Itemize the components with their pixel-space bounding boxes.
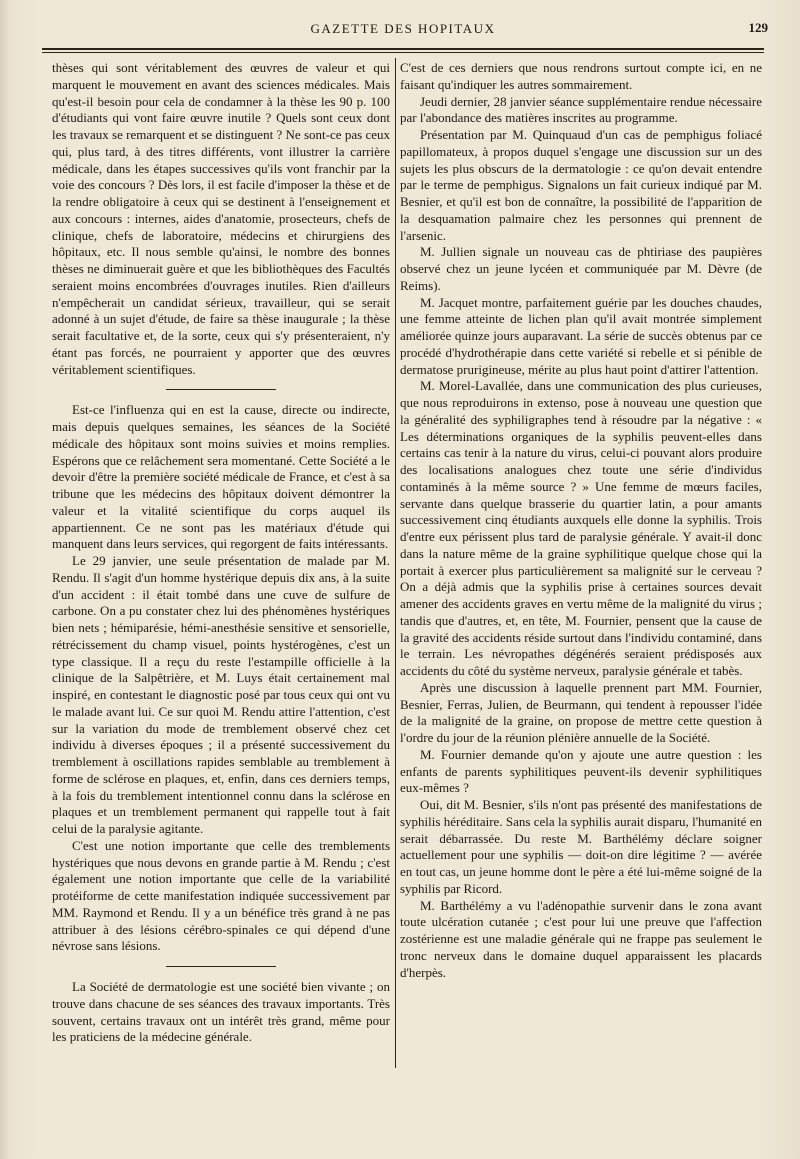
header-rule — [42, 48, 764, 53]
paragraph: Présentation par M. Quinquaud d'un cas de pemphigus foliacé papillomateux, à propos duquel s'engage une discussion sur un des sujets les plus obscurs de la dermatologie : ce qu'on devait entendre par le terme de pemphigus. Signalons un fait curieux indiqué par M. Besnier, et qu'il est bon de connaître, la possibilité de l'apparition de la desquamation palmaire chez les personnes qui prennent de l'arsenic. — [400, 127, 762, 243]
left-column — [52, 60, 390, 1046]
page-number: 129 — [748, 20, 768, 35]
paragraph: Est-ce l'influenza qui en est la cause, directe ou indirecte, mais depuis quelques semaines, les séances de la Société médicale des hôpitaux sont moins suivies et moins remplies. Espérons que ce relâchement sera momentané. Cette Société a le devoir d'être la première société médicale de France, et c'est à sa tribune que les médecins des hôpitaux doivent démontrer la valeur et la vitalité scientifique du corps auquel ils appartiennent. Ce ne sont pas les matériaux d'étude qui manquent dans leurs services, qui regorgent de faits intéressants. — [52, 402, 390, 552]
paragraph: Le 29 janvier, une seule présentation de malade par M. Rendu. Il s'agit d'un homme hystérique depuis dix ans, à la suite d'un accident : il était tombé dans une cuve de sulfure de carbone. On a pu constater chez lui des phénomènes hystériques bien nets ; hémiparésie, hémi-anesthésie sensitive et sensorielle, rétrécissement du champ visuel, points hystérogènes, c'est un type classique. Il a reçu du reste l'estampille officielle à la clinique de la Salpêtrière, et M. Luys était certainement mal inspiré, en contestant le diagnostic posé par tous ceux qui ont vu le malade avant lui. Ce sur quoi M. Rendu attire l'attention, c'est sur la variation du mode de tremblement observé chez cet individu à diverses époques ; il a présenté successivement du tremblement à oscillations rapides semblable au tremblement à forme de sclérose en plaques, et, enfin, dans ces derniers temps, à la fois du tremblement intentionnel connu dans la sclérose en plaques et un tremblement permanent qui rappelle tout à fait celui de la paralysie agitante. — [52, 553, 390, 836]
page-header — [38, 20, 768, 40]
paragraph: Oui, dit M. Besnier, s'ils n'ont pas présenté des manifestations de syphilis héréditaire. Sans cela la syphilis aurait disparu, l'humanité en serait débarrassée. Du reste M. Barthélémy déclare soigner actuellement pour une syphilis — doit-on dire légitime ? — avérée en tout cas, un jeune homme dont le père a été lui-même soigné de la syphilis par Ricord. — [400, 797, 762, 896]
section-separator — [166, 389, 276, 390]
paragraph: La Société de dermatologie est une société bien vivante ; on trouve dans chacune de ses séances des travaux importants. Très souvent, certains travaux ont un intérêt très grand, même pour les praticiens de la médecine générale. — [52, 979, 390, 1045]
right-column — [400, 60, 762, 981]
paragraph: M. Barthélémy a vu l'adénopathie survenir dans le zona avant toute ulcération cutanée ; c'est pour lui une preuve que l'affection zostérienne est une maladie générale qui ne frappe pas seulement le tronc nerveux dans le domaine duquel apparaissent les placards d'herpès. — [400, 897, 762, 980]
paragraph: C'est une notion importante que celle des tremblements hystériques que nous devons en grande partie à M. Rendu ; c'est également une notion importante que celle de la variabilité protéiforme de cette manifestation indiquée successivement par MM. Raymond et Rendu. Il y a un bénéfice très grand à ne pas attribuer à des lésions cérébro-spinales ce qui dépend d'une névrose sans lésions. — [52, 837, 390, 954]
paragraph: thèses qui sont véritablement des œuvres de valeur et qui marquent le mouvement en avant des sciences médicales. Mais qu'est-il besoin pour cela de condamner à la thèse les 90 p. 100 d'étudiants qui vont faire œuvre inutile ? Quels sont ceux dont les travaux se remarquent et se distinguent ? Ne sont-ce pas ceux qui, plus tard, à des titres différents, vont illustrer la carrière médicale, dans les étapes successives qu'ils vont franchir par la voie des concours ? Dès lors, il est facile d'imposer la thèse et de la rendre obligatoire à ceux qui se destinent à l'enseignement et aux concours : internes, aides d'anatomie, prosecteurs, chefs de clinique, chefs de laboratoire, médecins et chirurgiens des hôpitaux, etc. Il nous semble qu'ainsi, le nombre des bonnes thèses ne diminuerait guère et que les bibliothèques des Facultés seraient moins encombrées d'ouvrages inutiles. Rien d'ailleurs n'empêcherait un candidat sérieux, travailleur, qui se serait adonné à un sujet d'étude, de faire sa thèse inaugurale ; la thèse serait facultative et, de la sorte, ceux qui s'y présenteraient, n'y étant pas forcés, ne pourraient y apporter que des œuvres véritablement scientifiques. — [52, 60, 390, 377]
paragraph: M. Fournier demande qu'on y ajoute une autre question : les enfants de parents syphilitiques peuvent-ils devenir syphilitiques eux-mêmes ? — [400, 746, 762, 796]
paragraph: Jeudi dernier, 28 janvier séance supplémentaire rendue nécessaire par l'abondance des matières inscrites au programme. — [400, 93, 762, 126]
paragraph: M. Jullien signale un nouveau cas de phtiriase des paupières observé chez un jeune lycéen et communiquée par M. Dèvre (de Reims). — [400, 244, 762, 293]
publication-title: GAZETTE DES HOPITAUX — [310, 21, 496, 36]
paragraph: M. Morel-Lavallée, dans une communication des plus curieuses, que nous reproduirons in extenso, pose à nouveau une question que la généralité des syphiligraphes tend à résoudre par la négative : « Les déterminations organiques de la syphilis peuvent-elles dans certains cas tenir à la nature du virus, celui-ci pouvant alors produire des localisations analogues chez toute une série d'individus contaminés à la même source ? » Une femme de mœurs faciles, servante dans quelque brasserie du quartier latin, a pour amants successivement cinq étudiants auxquels elle donne la syphilis. Trois d'entre eux périssent plus tard de paralysie générale. Y avait-il donc dans la nature même de la graine syphilitique quelque chose qui la portait à exercer plus particulièrement sa malignité sur le cerveau ? On a déjà admis que la syphilis prise à certaines sources devait amener des accidents graves en vertu même de la malignité du virus ; tandis que d'autres, et, en tête, M. Fournier, pensent que la cause de la gravité des accidents réside surtout dans l'individu contaminé, dans le terrain. Les névropathes dégénérés seraient prédisposés aux accidents du côté du système nerveux, paralysie générale et tabès. — [400, 378, 762, 678]
paragraph: Après une discussion à laquelle prennent part MM. Fournier, Besnier, Ferras, Julien, de Beurmann, qui tendent à repousser l'idée de la malignité de la graine, on propose de mettre cette question à l'ordre du jour de la réunion plénière annuelle de la Société. — [400, 679, 762, 745]
column-divider — [395, 58, 396, 1068]
section-separator — [166, 966, 276, 967]
paragraph: C'est de ces derniers que nous rendrons surtout compte ici, en ne faisant qu'indiquer les autres sommairement. — [400, 60, 762, 92]
paragraph: M. Jacquet montre, parfaitement guérie par les douches chaudes, une femme atteinte de lichen plan qu'il avait montrée simplement améliorée quinze jours auparavant. La série de succès obtenus par ce procédé d'hydrothérapie dans cette variété si rebelle et si pénible de dermatose prurigineuse, mérite au plus haut point d'attirer l'attention. — [400, 294, 762, 377]
